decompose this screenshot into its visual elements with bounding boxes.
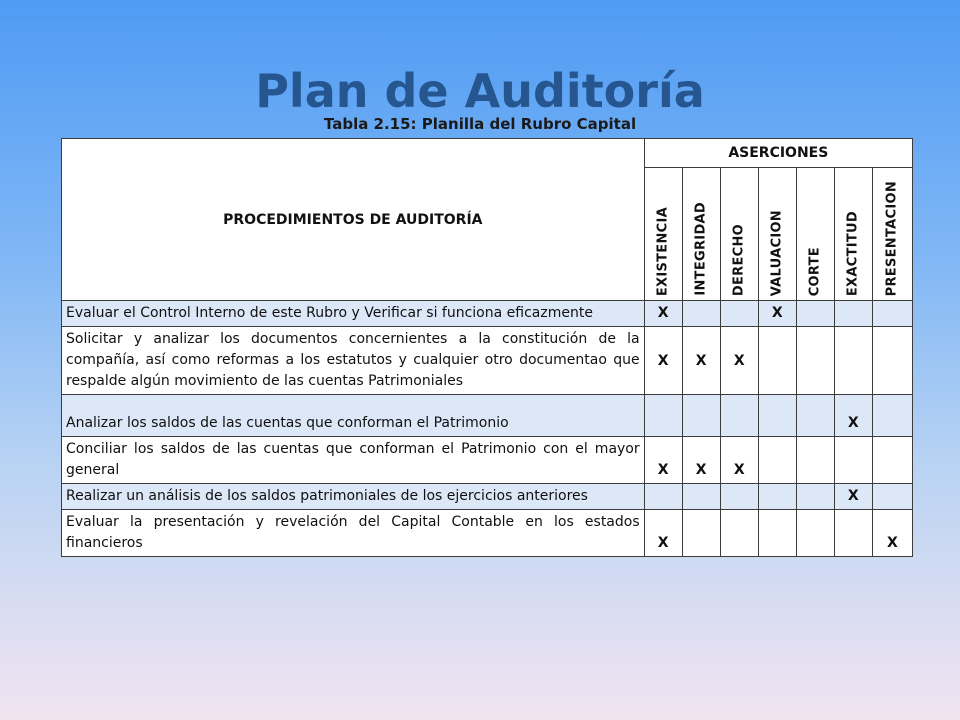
table-row	[62, 510, 913, 557]
table-row	[62, 395, 913, 437]
mark-cell: X	[872, 510, 912, 557]
mark-cell	[796, 437, 834, 484]
mark-cell	[720, 484, 758, 510]
mark-cell	[834, 301, 872, 327]
mark-cell	[872, 437, 912, 484]
mark-cell	[720, 510, 758, 557]
audit-plan-table	[61, 138, 913, 557]
mark-cell: X	[834, 484, 872, 510]
mark-cell	[796, 301, 834, 327]
table-caption: Tabla 2.15: Planilla del Rubro Capital	[323, 115, 637, 133]
mark-cell: X	[644, 327, 682, 395]
mark-cell	[758, 437, 796, 484]
mark-cell	[834, 327, 872, 395]
mark-cell	[644, 484, 682, 510]
assertion-header-valuacion: VALUACION	[758, 168, 796, 301]
mark-cell	[796, 510, 834, 557]
mark-cell	[758, 484, 796, 510]
procedure-text: Solicitar y analizar los documentos concernientes a la constitución de la compañía, así como reformas a los estatutos y cualquier otro documentao que respalde algún movimiento de las cuentas Patrimoniales	[62, 327, 645, 395]
mark-cell	[644, 395, 682, 437]
mark-cell: X	[644, 437, 682, 484]
mark-cell	[720, 395, 758, 437]
mark-cell	[834, 437, 872, 484]
assertion-header-derecho: DERECHO	[720, 168, 758, 301]
mark-cell	[758, 510, 796, 557]
mark-cell	[872, 301, 912, 327]
slide-title: Plan de Auditoría	[255, 64, 705, 118]
mark-cell	[872, 327, 912, 395]
mark-cell	[872, 395, 912, 437]
mark-cell: X	[644, 510, 682, 557]
mark-cell	[872, 484, 912, 510]
mark-cell: X	[720, 327, 758, 395]
mark-cell	[796, 395, 834, 437]
mark-cell	[720, 301, 758, 327]
procedure-text: Evaluar el Control Interno de este Rubro y Verificar si funciona eficazmente	[62, 301, 645, 327]
mark-cell	[682, 510, 720, 557]
mark-cell	[682, 301, 720, 327]
mark-cell: X	[758, 301, 796, 327]
mark-cell: X	[644, 301, 682, 327]
table-row	[62, 437, 913, 484]
table-row	[62, 484, 913, 510]
mark-cell	[682, 395, 720, 437]
mark-cell	[796, 327, 834, 395]
mark-cell	[682, 484, 720, 510]
assertion-header-integridad: INTEGRIDAD	[682, 168, 720, 301]
mark-cell: X	[682, 437, 720, 484]
procedures-header: PROCEDIMIENTOS DE AUDITORÍA	[62, 139, 645, 301]
mark-cell: X	[834, 395, 872, 437]
table-row	[62, 301, 913, 327]
procedure-text: Conciliar los saldos de las cuentas que conforman el Patrimonio con el mayor general	[62, 437, 645, 484]
assertion-header-exactitud: EXACTITUD	[834, 168, 872, 301]
assertion-header-presentacion: PRESENTACION	[872, 168, 912, 301]
mark-cell	[834, 510, 872, 557]
mark-cell: X	[720, 437, 758, 484]
procedure-text: Analizar los saldos de las cuentas que conforman el Patrimonio	[62, 395, 645, 437]
assertion-header-corte: CORTE	[796, 168, 834, 301]
mark-cell	[796, 484, 834, 510]
procedure-text: Evaluar la presentación y revelación del Capital Contable en los estados financieros	[62, 510, 645, 557]
header-row-top	[62, 139, 913, 168]
mark-cell: X	[682, 327, 720, 395]
procedure-text: Realizar un análisis de los saldos patrimoniales de los ejercicios anteriores	[62, 484, 645, 510]
mark-cell	[758, 327, 796, 395]
table-row	[62, 327, 913, 395]
assertions-header: ASERCIONES	[644, 139, 912, 168]
assertion-header-existencia: EXISTENCIA	[644, 168, 682, 301]
mark-cell	[758, 395, 796, 437]
